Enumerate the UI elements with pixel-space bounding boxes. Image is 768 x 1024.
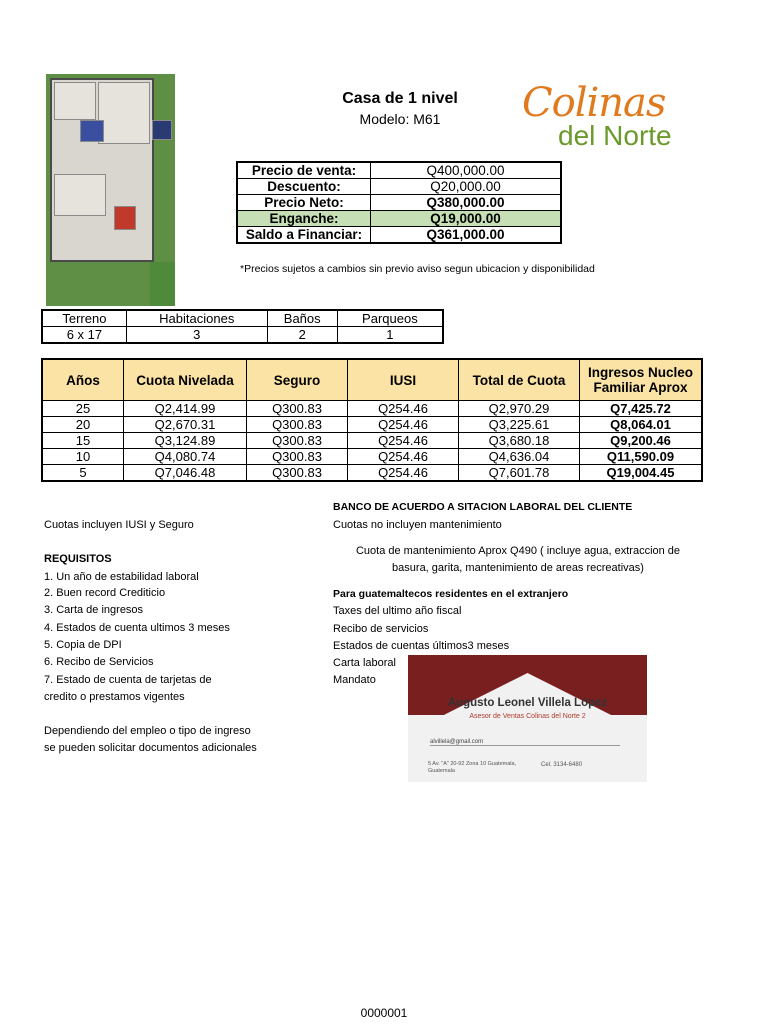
property-value: 6 x 17 — [42, 327, 126, 344]
requirement-item: 4. Estados de cuenta ultimos 3 meses — [44, 622, 230, 634]
requirement-item: credito o prestamos vigentes — [44, 691, 185, 703]
cell: Q11,590.09 — [580, 449, 703, 465]
cell: Q7,046.48 — [124, 465, 247, 482]
bed-icon — [114, 206, 136, 230]
cell: 10 — [42, 449, 124, 465]
extranjero-item: Taxes del ultimo año fiscal — [333, 605, 462, 617]
price-value: Q361,000.00 — [371, 227, 562, 244]
extranjero-title: Para guatemaltecos residentes en el extranjero — [333, 588, 569, 600]
financing-table — [41, 358, 703, 482]
card-name: Augusto Leonel Villela López — [447, 697, 608, 709]
cell: Q3,680.18 — [459, 433, 580, 449]
banco-note: BANCO DE ACUERDO A SITACION LABORAL DEL CLIENTE — [333, 501, 633, 513]
room — [98, 82, 150, 144]
cell: Q300.83 — [247, 465, 348, 482]
requirement-item: 2. Buen record Crediticio — [44, 587, 166, 599]
extranjero-item: Estados de cuentas últimos3 meses — [333, 640, 510, 652]
bed-icon — [152, 120, 172, 140]
cell: 15 — [42, 433, 124, 449]
price-row — [237, 179, 561, 195]
price-value: Q400,000.00 — [371, 162, 562, 179]
cell: 5 — [42, 465, 124, 482]
cell: 20 — [42, 417, 124, 433]
property-header: Parqueos — [337, 310, 443, 327]
price-table — [236, 161, 562, 244]
property-header-row — [42, 310, 443, 327]
col-header: Cuota Nivelada — [124, 359, 247, 401]
room — [54, 82, 96, 120]
property-header: Habitaciones — [126, 310, 267, 327]
logo-line1: Colinas — [522, 80, 666, 126]
card-phone: Cel. 3134-6480 — [541, 762, 583, 768]
requirement-item: 6. Recibo de Servicios — [44, 656, 154, 668]
price-value: Q380,000.00 — [371, 195, 562, 211]
table-row — [42, 417, 702, 433]
col-header: Ingresos Nucleo Familiar Aprox — [580, 359, 703, 401]
cell: Q254.46 — [348, 465, 459, 482]
requirement-item: 3. Carta de ingresos — [44, 604, 144, 616]
cell: Q19,004.45 — [580, 465, 703, 482]
price-label: Precio de venta: — [237, 162, 371, 179]
cell: Q4,636.04 — [459, 449, 580, 465]
property-header: Terreno — [42, 310, 126, 327]
business-card-image — [408, 655, 647, 782]
floor-plan-image — [46, 74, 175, 306]
price-row-highlight — [237, 211, 561, 227]
cell: Q254.46 — [348, 433, 459, 449]
cell: Q254.46 — [348, 449, 459, 465]
property-value: 3 — [126, 327, 267, 344]
mantenimiento-detail: Cuota de mantenimiento Aprox Q490 ( incluye agua, extraccion de — [355, 545, 681, 557]
card-role: Asesor de Ventas Colinas del Norte 2 — [469, 713, 586, 720]
price-row — [237, 162, 561, 179]
property-table — [41, 309, 444, 344]
model-label: Modelo: M61 — [359, 111, 441, 127]
price-label: Enganche: — [237, 211, 371, 227]
extranjero-item: Mandato — [333, 674, 376, 686]
cell: Q2,970.29 — [459, 401, 580, 417]
card-email: alvillela@gmail.com — [430, 739, 620, 746]
additional-note: se pueden solicitar documentos adicionales — [44, 742, 257, 754]
price-value: Q19,000.00 — [371, 211, 562, 227]
cuotas-note: Cuotas incluyen IUSI y Seguro — [44, 519, 194, 531]
property-value: 1 — [337, 327, 443, 344]
cell: Q8,064.01 — [580, 417, 703, 433]
financing-header-row — [42, 359, 702, 401]
requirement-item: 7. Estado de cuenta de tarjetas de — [44, 674, 212, 686]
extranjero-item: Recibo de servicios — [333, 623, 429, 635]
colinas-logo — [520, 80, 695, 158]
property-value: 2 — [267, 327, 337, 344]
additional-note: Dependiendo del empleo o tipo de ingreso — [44, 725, 251, 737]
cell: Q300.83 — [247, 433, 348, 449]
price-disclaimer: *Precios sujetos a cambios sin previo aviso segun ubicacion y disponibilidad — [240, 263, 595, 275]
price-row — [237, 227, 561, 244]
cell: Q300.83 — [247, 449, 348, 465]
bed-icon — [80, 120, 104, 142]
property-header: Baños — [267, 310, 337, 327]
cell: Q2,414.99 — [124, 401, 247, 417]
cell: Q7,425.72 — [580, 401, 703, 417]
cell: 25 — [42, 401, 124, 417]
logo-line2: del Norte — [558, 120, 672, 151]
price-label: Saldo a Financiar: — [237, 227, 371, 244]
price-value: Q20,000.00 — [371, 179, 562, 195]
mantenimiento-note: Cuotas no incluyen mantenimiento — [333, 519, 502, 531]
cell: Q3,124.89 — [124, 433, 247, 449]
mantenimiento-detail: basura, garita, mantenimiento de areas recreativas) — [392, 562, 644, 574]
requirement-item: 5. Copia de DPI — [44, 639, 122, 651]
lawn — [150, 262, 175, 306]
card-address: 5 Av. "A" 20-92 Zona 10 Guatemala, Guatemala — [428, 761, 517, 774]
table-row — [42, 433, 702, 449]
cell: Q7,601.78 — [459, 465, 580, 482]
extranjero-item: Carta laboral — [333, 657, 396, 669]
price-row — [237, 195, 561, 211]
cell: Q3,225.61 — [459, 417, 580, 433]
price-label: Precio Neto: — [237, 195, 371, 211]
page-title: Casa de 1 nivel — [342, 90, 458, 107]
cell: Q300.83 — [247, 417, 348, 433]
property-value-row — [42, 327, 443, 344]
room — [54, 174, 106, 216]
cell: Q2,670.31 — [124, 417, 247, 433]
requirement-item: 1. Un año de estabilidad laboral — [44, 571, 199, 583]
cell: Q254.46 — [348, 401, 459, 417]
table-row — [42, 401, 702, 417]
cell: Q4,080.74 — [124, 449, 247, 465]
cell: Q254.46 — [348, 417, 459, 433]
col-header: Años — [42, 359, 124, 401]
price-label: Descuento: — [237, 179, 371, 195]
col-header: Total de Cuota — [459, 359, 580, 401]
cell: Q300.83 — [247, 401, 348, 417]
requirements-title: REQUISITOS — [44, 553, 112, 565]
col-header: Seguro — [247, 359, 348, 401]
cell: Q9,200.46 — [580, 433, 703, 449]
page-footer-number: 0000001 — [360, 1006, 408, 1020]
table-row — [42, 449, 702, 465]
col-header: IUSI — [348, 359, 459, 401]
table-row — [42, 465, 702, 482]
